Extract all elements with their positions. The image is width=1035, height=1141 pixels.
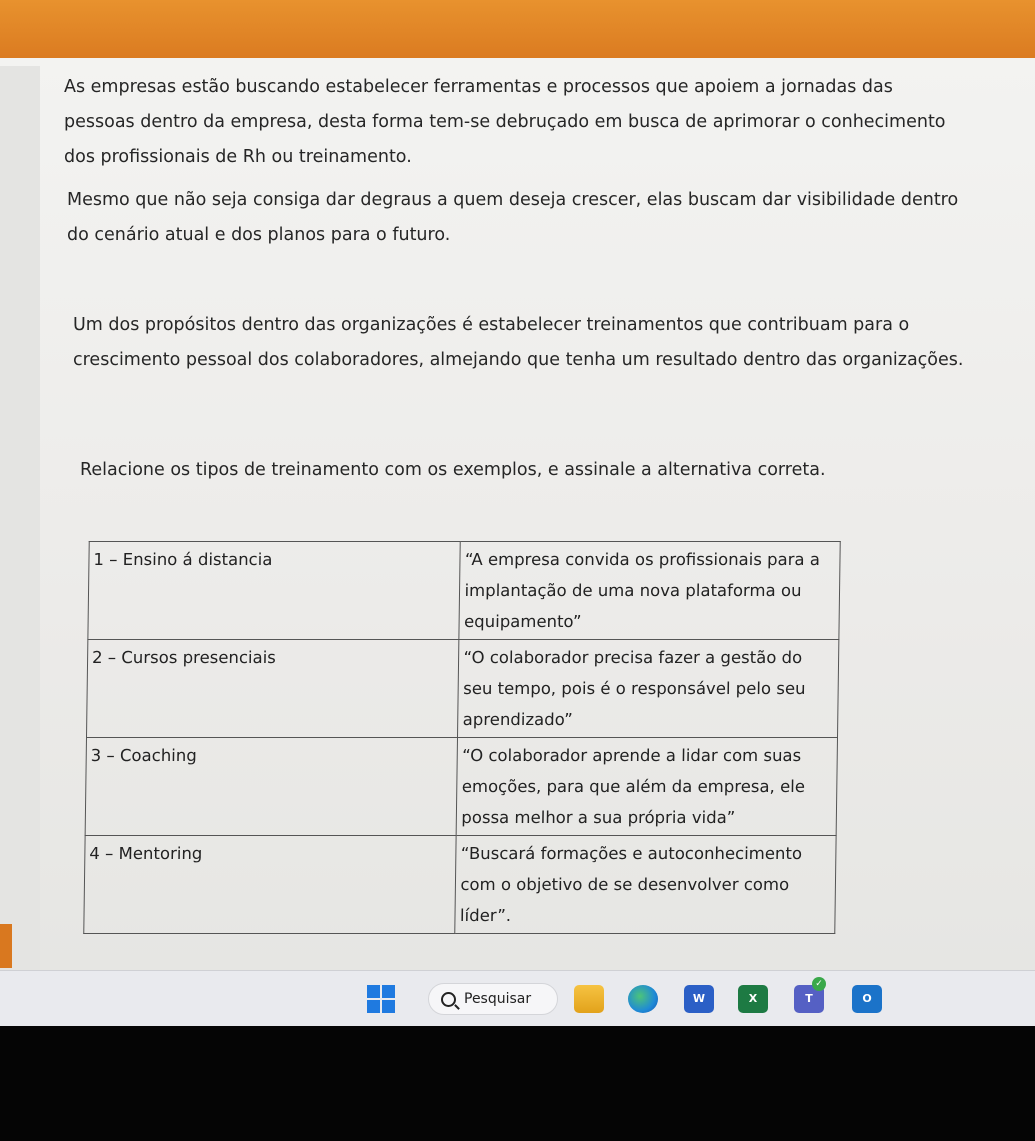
edge-browser-icon[interactable] (628, 985, 658, 1013)
excel-app-icon[interactable]: X (738, 985, 768, 1013)
table-row (84, 836, 836, 934)
word-app-icon[interactable]: W (684, 985, 714, 1013)
paragraph-visibility: Mesmo que não seja consiga dar degraus a quem deseja crescer, elas buscam dar visibilidade dentro do cenário atual e dos planos para o futuro. (67, 190, 959, 245)
search-icon (441, 992, 456, 1007)
teams-notification-badge: ✓ (812, 977, 826, 991)
example-cell: “Buscará formações e autoconhecimento com o objetivo de se desenvolver como líder”. (455, 836, 836, 934)
taskbar (0, 970, 1035, 1027)
example-cell: “A empresa convida os profissionais para a implantação de uma nova plataforma ou equipamento” (459, 542, 840, 640)
training-type-cell: 2 – Cursos presenciais (87, 640, 460, 738)
table-row (85, 738, 837, 836)
windows-start-icon[interactable] (367, 985, 395, 1013)
monitor-bezel (0, 1026, 1035, 1141)
training-type-cell: 1 – Ensino á distancia (88, 542, 461, 640)
example-cell: “O colaborador aprende a lidar com suas emoções, para que além da empresa, ele possa melhor a sua própria vida” (457, 738, 838, 836)
table-row (87, 640, 839, 738)
training-type-cell: 3 – Coaching (85, 738, 458, 836)
training-type-cell: 4 – Mentoring (84, 836, 457, 934)
left-accent-tab (0, 924, 12, 968)
paragraph-purpose: Um dos propósitos dentro das organizações é estabelecer treinamentos que contribuam para o crescimento pessoal dos colaboradores, almejando que tenha um resultado dentro das organizações. (73, 315, 964, 370)
teams-app-icon[interactable]: T (794, 985, 824, 1013)
file-explorer-icon[interactable] (574, 985, 604, 1013)
paragraph-intro: As empresas estão buscando estabelecer ferramentas e processos que apoiem a jornadas das pessoas dentro da empresa, desta forma tem-se debruçado em busca de aprimorar o conhecimento dos profissionais de Rh ou treinamento. (64, 77, 946, 167)
matching-table (83, 541, 840, 934)
example-cell: “O colaborador precisa fazer a gestão do seu tempo, pois é o responsável pelo seu aprendizado” (458, 640, 839, 738)
question-prompt: Relacione os tipos de treinamento com os exemplos, e assinale a alternativa correta. (80, 460, 826, 480)
left-margin-strip (0, 66, 40, 970)
table-row (88, 542, 840, 640)
taskbar-search-box[interactable] (428, 983, 558, 1015)
search-label: Pesquisar (464, 991, 532, 1007)
outlook-app-icon[interactable]: O (852, 985, 882, 1013)
window-top-bar (0, 0, 1035, 66)
